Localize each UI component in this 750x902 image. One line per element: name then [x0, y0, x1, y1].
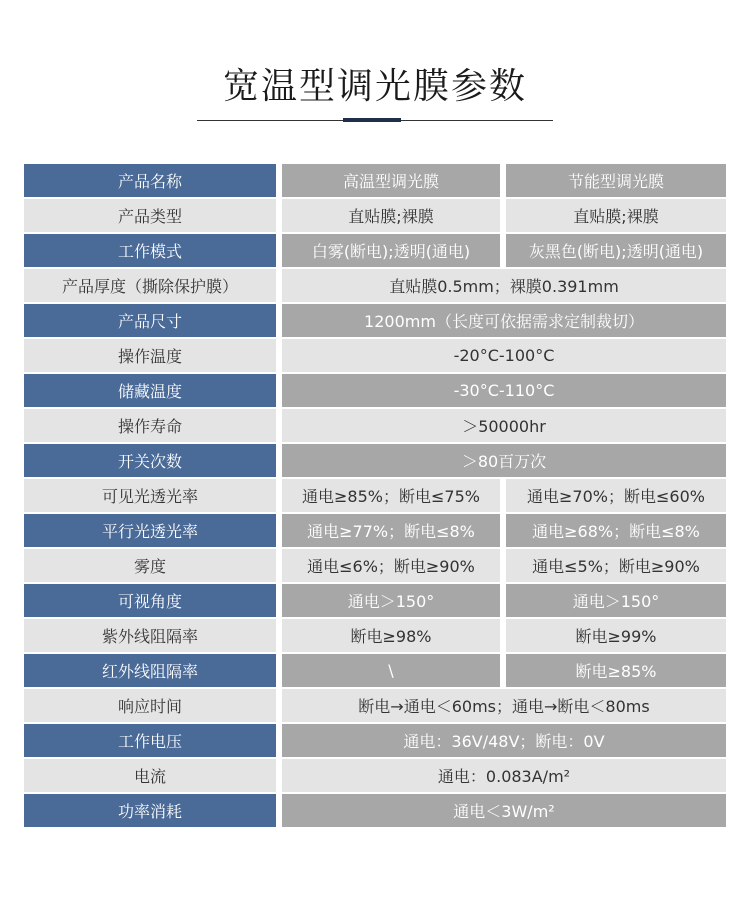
table-row — [24, 619, 726, 654]
cell-shared: 通电：0.083A/m² — [282, 759, 726, 792]
cell-energy-saving: 通电≥68%；断电≤8% — [506, 514, 726, 547]
row-label: 操作温度 — [24, 339, 276, 372]
row-label: 平行光透光率 — [24, 514, 276, 547]
row-label: 功率消耗 — [24, 794, 276, 827]
cell-shared: -20°C-100°C — [282, 339, 726, 372]
table-row — [24, 164, 726, 199]
row-label: 产品类型 — [24, 199, 276, 232]
table-row — [24, 339, 726, 374]
cell-shared: 直贴膜0.5mm；裸膜0.391mm — [282, 269, 726, 302]
table-row — [24, 724, 726, 759]
table-row — [24, 199, 726, 234]
spec-table — [24, 164, 726, 829]
table-row — [24, 689, 726, 724]
cell-high-temp: 通电≤6%；断电≥90% — [282, 549, 500, 582]
cell-high-temp: \ — [282, 654, 500, 687]
cell-high-temp: 通电≥77%；断电≤8% — [282, 514, 500, 547]
row-label: 雾度 — [24, 549, 276, 582]
table-row — [24, 759, 726, 794]
table-row — [24, 654, 726, 689]
row-label: 开关次数 — [24, 444, 276, 477]
table-row — [24, 234, 726, 269]
cell-shared: 通电＜3W/m² — [282, 794, 726, 827]
cell-shared: ＞80百万次 — [282, 444, 726, 477]
cell-energy-saving: 断电≥85% — [506, 654, 726, 687]
table-row — [24, 304, 726, 339]
cell-shared: ＞50000hr — [282, 409, 726, 442]
row-label: 响应时间 — [24, 689, 276, 722]
row-label: 操作寿命 — [24, 409, 276, 442]
cell-energy-saving: 节能型调光膜 — [506, 164, 726, 197]
table-row — [24, 269, 726, 304]
cell-energy-saving: 通电≤5%；断电≥90% — [506, 549, 726, 582]
table-row — [24, 444, 726, 479]
cell-energy-saving: 通电＞150° — [506, 584, 726, 617]
table-row — [24, 409, 726, 444]
cell-high-temp: 高温型调光膜 — [282, 164, 500, 197]
cell-high-temp: 直贴膜;裸膜 — [282, 199, 500, 232]
cell-shared: 断电→通电＜60ms；通电→断电＜80ms — [282, 689, 726, 722]
row-label: 紫外线阻隔率 — [24, 619, 276, 652]
row-label: 可视角度 — [24, 584, 276, 617]
cell-high-temp: 白雾(断电);透明(通电) — [282, 234, 500, 267]
row-label: 工作模式 — [24, 234, 276, 267]
row-label: 储藏温度 — [24, 374, 276, 407]
table-row — [24, 374, 726, 409]
table-row — [24, 514, 726, 549]
row-label: 红外线阻隔率 — [24, 654, 276, 687]
table-row — [24, 584, 726, 619]
cell-energy-saving: 灰黑色(断电);透明(通电) — [506, 234, 726, 267]
row-label: 产品尺寸 — [24, 304, 276, 337]
cell-energy-saving: 断电≥99% — [506, 619, 726, 652]
table-row — [24, 549, 726, 584]
title-accent-bar — [343, 118, 401, 122]
cell-shared: 1200mm（长度可依据需求定制裁切） — [282, 304, 726, 337]
cell-high-temp: 通电＞150° — [282, 584, 500, 617]
cell-energy-saving: 通电≥70%；断电≤60% — [506, 479, 726, 512]
cell-shared: -30°C-110°C — [282, 374, 726, 407]
cell-high-temp: 通电≥85%；断电≤75% — [282, 479, 500, 512]
page-title: 宽温型调光膜参数 — [222, 66, 527, 107]
row-label: 工作电压 — [24, 724, 276, 757]
row-label: 可见光透光率 — [24, 479, 276, 512]
cell-shared: 通电：36V/48V；断电：0V — [282, 724, 726, 757]
cell-high-temp: 断电≥98% — [282, 619, 500, 652]
table-row — [24, 794, 726, 829]
row-label: 产品名称 — [24, 164, 276, 197]
cell-energy-saving: 直贴膜;裸膜 — [506, 199, 726, 232]
table-row — [24, 479, 726, 514]
row-label: 产品厚度（撕除保护膜） — [24, 269, 276, 302]
row-label: 电流 — [24, 759, 276, 792]
